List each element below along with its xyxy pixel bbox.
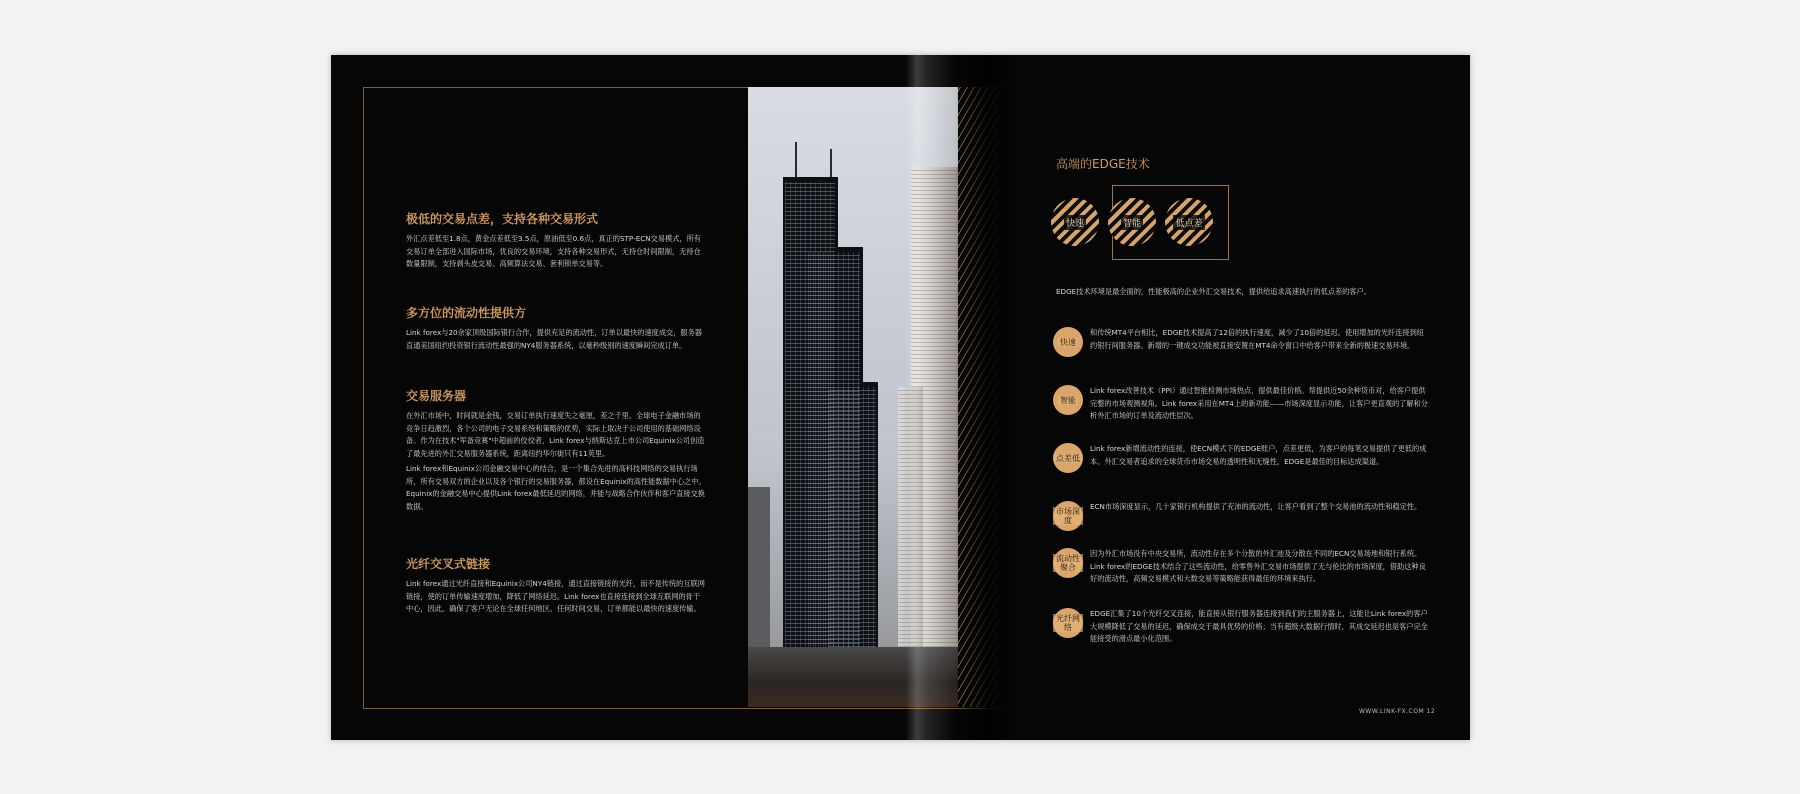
circle-low-spread	[1165, 198, 1213, 246]
right-title: 高端的EDGE技术	[1056, 157, 1150, 171]
feature-text: Link forex新增流动性的连接，使ECN模式下的EDGE账户，点差更低，为客户的每笔交易提供了更低的成本。外汇交易者追求的全球货币市场交易的透明性和无缝性，EDGE是最佳的目标达成渠道。	[1090, 444, 1427, 466]
section-body: Link forex通过光纤直接和Equinix公司NY4链接，通过直接链接的光纤，而不是传统的互联网链接，使的订单传输速度增加，降低了网络延迟。Link forex也直接连接到全球互联网的骨干中心，因此，确保了客户无论在全球任何地区、任何时间交易，订单都能以最快的速度传输。	[406, 579, 705, 613]
section-title: 多方位的流动性提供方	[406, 306, 527, 320]
feature-badge: 市场深度	[1053, 501, 1083, 531]
feature-text: ECN市场深度显示，几十家银行机构提供了充沛的流动性，让客户看到了整个交易池的流动性和稳定性。	[1090, 502, 1422, 511]
section-title: 光纤交叉式链接	[406, 557, 491, 571]
section-body: 外汇点差低至1.8点，黄金点差低至3.5点，原油低至0.6点，真正的STP-ECN交易模式，所有交易订单全部进入国际市场，优良的交易环境，支持各种交易形式，无持仓时间限制，无持仓数量限制，支持剥头皮交易、高频算法交易、套利锁单交易等。	[406, 234, 701, 268]
feature-text: EDGE汇集了10个光纤交叉连接，能直接从银行服务器连接到我们的主服务器上，这能让Link forex的客户大规模降低了交易的延迟，确保成交于最具优势的价格；当有超级大数据行情时，其成交延迟也是客户完全能接受的滑点最小化范围。	[1090, 609, 1428, 643]
section-trading-server	[406, 387, 706, 513]
feature-text: Link forex改善技术（PPI）通过智能检测市场热点，提供最佳价格。帮提供近50余种货币对，给客户提供完整的市场观测视角。Link forex采用在MT4上的新功能——市场深度显示功能，让客户更直观的了解和分析外汇市场的订单及流动性层次。	[1090, 386, 1428, 420]
page-footer: WWW.LINK-FX.COM 12	[1359, 708, 1436, 715]
circle-label: 快速	[1064, 215, 1086, 230]
feature-text: 因为外汇市场没有中央交易所，流动性存在多个分散的外汇池及分散在不同的ECN交易场地和银行系统。Link forex的EDGE技术结合了这些流动性，给零售外汇交易市场提供了无与伦比的市场深度，借助这种良好的流动性，高频交易模式和大数交易等策略能获得最佳的环境来执行。	[1090, 549, 1426, 583]
feature-badge: 点差低	[1053, 443, 1083, 473]
section-body: 在外汇市场中，时间就是金钱，交易订单执行速度失之毫厘，差之千里。全球电子金融市场的竞争日趋激烈，各个公司的电子交易系统和策略的优势，实际上取决于公司使用的基础网络设备。作为在技术"军备竞赛"中超前的佼佼者，Link forex与纳斯达克上市公司Equinix公司创造了最先进的外汇交易服务器系统，距离纽约华尔街只有11英里。	[406, 411, 705, 458]
feature-badge: 流动性聚合	[1053, 548, 1083, 578]
circle-fast	[1051, 198, 1099, 246]
edge-intro: EDGE技术环境是最全面的，性能极高的企业外汇交易技术，提供给追求高速执行的低点差的客户。	[1056, 287, 1371, 296]
page-fold-shadow	[906, 55, 1016, 740]
section-fiber-link	[406, 555, 706, 616]
circle-label: 智能	[1121, 215, 1143, 230]
section-body: Link forex与20余家顶级国际银行合作，提供充足的流动性，订单以最快的速度成交，服务器直通美国纽约投资银行流动性最强的NY4服务器系统，以毫秒级别的速度瞬间完成订单。	[406, 328, 702, 350]
brochure-spread	[331, 55, 1470, 740]
section-title: 交易服务器	[406, 389, 467, 403]
feature-badge: 光纤网络	[1053, 608, 1083, 638]
feature-badge: 快速	[1053, 327, 1083, 357]
section-title: 极低的交易点差，支持各种交易形式	[406, 212, 599, 226]
feature-text: 和传统MT4平台相比，EDGE技术提高了12倍的执行速度，减少了10倍的延迟。使用增加的光纤连接到纽约银行间服务器。新增的一键成交功能被直接安置在MT4命令窗口中给客户带来全新的极速交易环境。	[1090, 328, 1424, 350]
section-low-spread	[406, 210, 706, 271]
circle-smart	[1108, 198, 1156, 246]
circle-label: 低点差	[1173, 215, 1204, 230]
section-body-2: Link forex和Equinix公司金融交易中心的结合，是一个集合先进的高科技网络的交易执行场所，所有交易双方的企业以及各个银行的交易服务器，都设在Equinix的高性能数据中心之中。Equinix的金融交易中心提供Link forex最低延迟的网络，并能与战略合作伙伴和客户直接交换数据。	[406, 464, 706, 511]
section-liquidity	[406, 304, 706, 352]
feature-badge: 智能	[1053, 385, 1083, 415]
